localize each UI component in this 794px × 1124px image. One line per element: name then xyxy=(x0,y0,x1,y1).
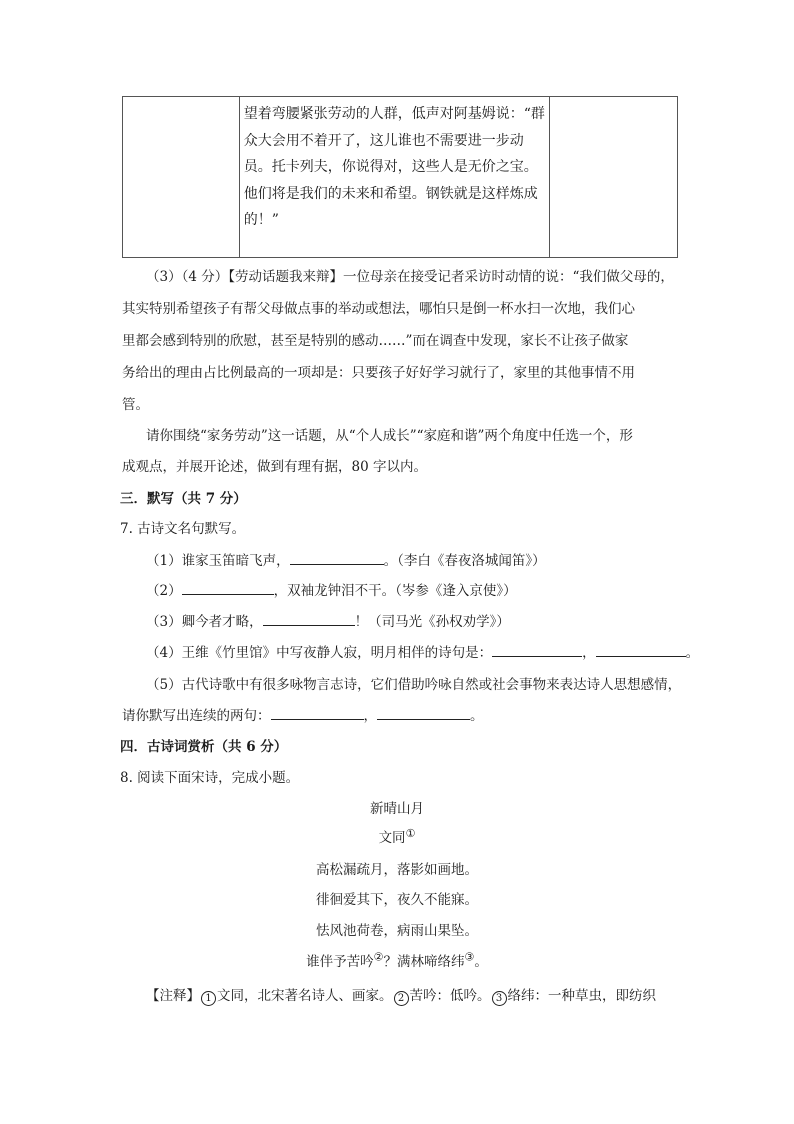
note-marker: 2 xyxy=(394,991,409,1006)
q3-prompt-line: 请你围绕“家务劳动”这一话题，从“个人成长”“家庭和谐”两个角度中任选一个，形 xyxy=(146,428,633,444)
q7-item-3-text: （3）卿今者才略， xyxy=(146,614,263,630)
table-text-line: 的！” xyxy=(243,212,279,229)
table-text-line: 望着弯腰紧张劳动的人群，低声对阿基姆说：“群 xyxy=(243,106,545,122)
q7-item-1-source: 。（李白《春夜洛城闻笛》） xyxy=(383,553,546,569)
poem-title: 新晴山月 xyxy=(370,801,424,817)
q3-line: （3）（4 分）【劳动话题我来辩】一位母亲在接受记者采访时动情的说：“我们做父母的， xyxy=(146,269,674,285)
q7-title: 7. 古诗文名句默写。 xyxy=(120,521,246,537)
q7-item-2-source: ，双袖龙钟泪不干。（岑参《逢入京使》） xyxy=(273,583,517,599)
poem-author-name: 文同 xyxy=(378,830,406,846)
q3-line: 务给出的理由占比例最高的一项却是：只要孩子好好学习就行了，家里的其他事情不用 xyxy=(122,365,635,381)
poem-author xyxy=(0,826,794,846)
q7-item-1-text: （1）谁家玉笛暗飞声， xyxy=(146,553,290,569)
note-marker: 1 xyxy=(201,991,216,1006)
table-text-line: 众大会用不着开了，这儿谁也不需要进一步动 xyxy=(243,132,524,149)
poem-notes xyxy=(146,984,656,1006)
answer-blank[interactable] xyxy=(492,642,582,657)
q7-item-5-end: 。 xyxy=(470,708,484,724)
answer-blank[interactable] xyxy=(377,705,470,720)
footnote-marker: ① xyxy=(405,826,416,840)
q3-line: 其实特别希望孩子有帮父母做点事的举动或想法，哪怕只是倒一杯水扫一次地，我们心 xyxy=(122,301,635,317)
note-text: 络纬：一种草虫，即纺织 xyxy=(507,988,656,1004)
q7-item-2-text: （2） xyxy=(146,583,182,599)
answer-blank[interactable] xyxy=(271,705,364,720)
q3-line: 里都会感到特别的欣慰，甚至是特别的感动……”而在调查中发现，家长不让孩子做家 xyxy=(122,333,629,349)
q7-item-3-source: ！（司马光《孙权劝学》） xyxy=(354,614,510,630)
poem-line xyxy=(0,950,794,970)
poem-line-part: 谁伴予苦吟 xyxy=(306,954,374,970)
poem-line: 徘徊爱其下，夜久不能寐。 xyxy=(316,892,478,908)
q7-item-1 xyxy=(146,549,546,569)
footnote-marker: ③ xyxy=(464,950,475,964)
table-row xyxy=(123,97,678,258)
notes-label: 【注释】 xyxy=(146,988,200,1004)
q8-title: 8. 阅读下面宋诗，完成小题。 xyxy=(120,770,300,786)
table-cell-left xyxy=(123,97,240,258)
q7-item-5-sep: ， xyxy=(363,708,377,724)
answer-blank[interactable] xyxy=(596,642,686,657)
table-text-line: 他们将是我们的未来和希望。钢铁就是这样炼成 xyxy=(243,185,538,202)
q7-item-4 xyxy=(146,641,699,661)
footnote-marker: ② xyxy=(373,950,384,964)
q7-item-2 xyxy=(146,579,517,599)
poem-line-part: ？满林啼络纬 xyxy=(383,954,465,970)
q7-item-4-text: （4）王维《竹里馆》中写夜静人寂，明月相伴的诗句是： xyxy=(146,645,493,661)
answer-blank[interactable] xyxy=(290,550,384,565)
section4-heading: 四．古诗词赏析（共 6 分） xyxy=(120,739,288,755)
q7-item-5-text: 请你默写出连续的两句： xyxy=(122,708,271,724)
note-text: 文同，北宋著名诗人、画家。 xyxy=(217,988,393,1004)
poem-line-part: 。 xyxy=(474,954,488,970)
note-marker: 3 xyxy=(492,991,507,1006)
q7-item-5-line2 xyxy=(122,704,484,724)
table-cell-text xyxy=(239,97,549,258)
poem-line: 高松漏疏月，落影如画地。 xyxy=(316,862,478,878)
q7-item-3 xyxy=(146,610,510,630)
table-text-line: 员。托卡列夫，你说得对，这些人是无价之宝。 xyxy=(243,159,538,176)
section3-heading: 三．默写（共 7 分） xyxy=(120,491,247,507)
q7-item-5-line1: （5）古代诗歌中有很多咏物言志诗，它们借助吟咏自然或社会事物来表达诗人思想感情， xyxy=(146,677,682,693)
passage-comparison-table xyxy=(122,96,678,258)
note-text: 苦吟：低吟。 xyxy=(409,988,491,1004)
answer-blank[interactable] xyxy=(263,611,355,626)
q3-prompt-line: 成观点，并展开论述，做到有理有据，80 字以内。 xyxy=(122,459,427,475)
table-cell-right xyxy=(549,97,677,258)
q7-item-4-sep: ， xyxy=(582,645,596,661)
q7-item-4-end: 。 xyxy=(685,645,700,661)
q3-line: 管。 xyxy=(122,397,149,413)
poem-line: 怯风池荷卷，病雨山果坠。 xyxy=(316,923,478,939)
answer-blank[interactable] xyxy=(182,580,274,595)
